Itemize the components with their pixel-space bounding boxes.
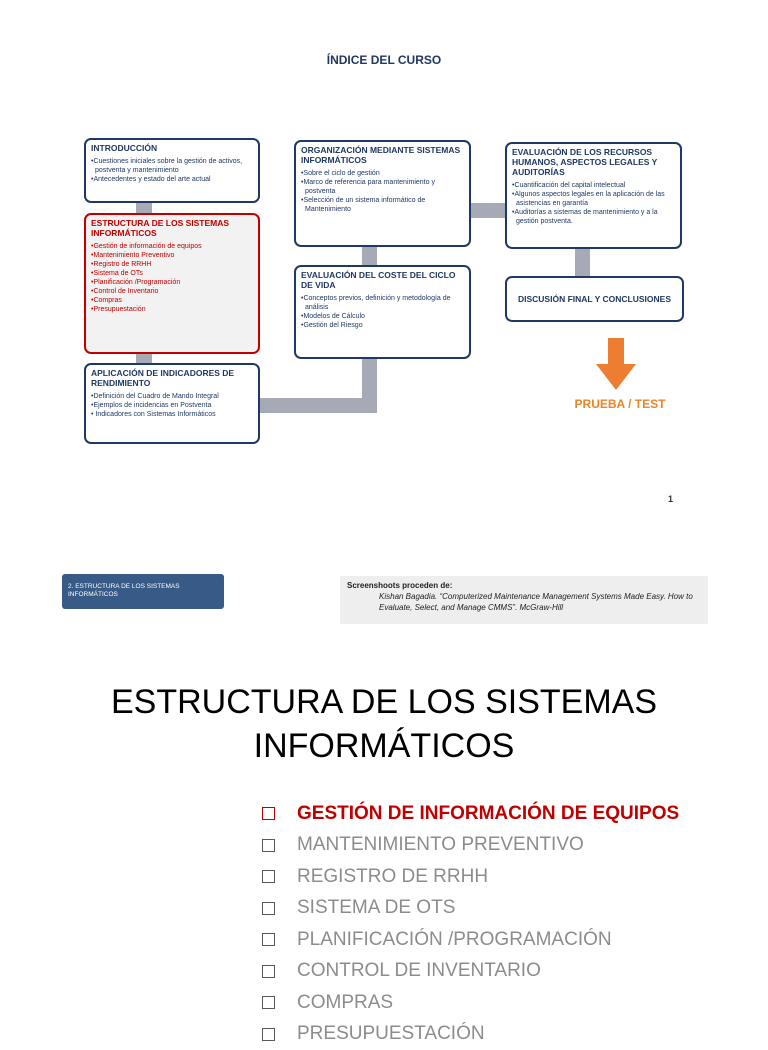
list-item-label: SISTEMA DE OTS xyxy=(297,897,455,919)
list-item xyxy=(262,861,679,893)
box-title: ORGANIZACIÓN MEDIANTE SISTEMAS INFORMÁTICOS xyxy=(301,145,464,165)
topic-list xyxy=(262,798,679,1050)
box-item: •Sistema de OTs xyxy=(91,269,253,278)
box-coste-ciclo-vida xyxy=(294,265,471,359)
section-tag: 2. ESTRUCTURA DE LOS SISTEMAS INFORMÁTICOS xyxy=(62,574,224,609)
box-title: EVALUACIÓN DEL COSTE DEL CICLO DE VIDA xyxy=(301,270,464,290)
list-item xyxy=(262,893,679,925)
box-aplicacion-indicadores xyxy=(84,363,260,444)
list-item-label: MANTENIMIENTO PREVENTIVO xyxy=(297,834,584,856)
slide-estructura xyxy=(0,540,768,1024)
box-introduccion xyxy=(84,138,260,203)
list-item-label: PRESUPUESTACIÓN xyxy=(297,1023,485,1045)
list-item-label: COMPRAS xyxy=(297,992,393,1014)
box-item: •Marco de referencia para mantenimiento y postventa xyxy=(301,178,464,196)
box-recursos-humanos xyxy=(505,142,682,249)
checkbox-icon xyxy=(262,996,275,1009)
slide-title: ÍNDICE DEL CURSO xyxy=(0,53,768,67)
box-title: DISCUSIÓN FINAL Y CONCLUSIONES xyxy=(518,294,671,304)
title-line: INFORMÁTICOS xyxy=(0,724,768,768)
prueba-test-label: PRUEBA / TEST xyxy=(555,397,685,411)
box-title: INTRODUCCIÓN xyxy=(91,143,253,153)
box-item: •Ejemplos de incidencias en Postventa xyxy=(91,401,253,410)
box-item: •Conceptos previos, definición y metodología de análisis xyxy=(301,294,464,312)
box-item: •Cuestiones iniciales sobre la gestión de activos, postventa y mantenimiento xyxy=(91,157,253,175)
box-item: •Presupuestación xyxy=(91,305,253,314)
box-item: •Sobre el ciclo de gestión xyxy=(301,169,464,178)
box-item: •Registro de RRHH xyxy=(91,260,253,269)
list-item-label: GESTIÓN DE INFORMACIÓN DE EQUIPOS xyxy=(297,803,679,825)
list-item xyxy=(262,830,679,862)
box-item: •Gestión de información de equipos xyxy=(91,242,253,251)
list-item xyxy=(262,987,679,1019)
down-arrow-icon xyxy=(596,338,636,390)
list-item xyxy=(262,798,679,830)
box-item: •Mantenimiento Preventivo xyxy=(91,251,253,260)
connector xyxy=(362,357,377,413)
list-item-label: PLANIFICACIÓN /PROGRAMACIÓN xyxy=(297,929,612,951)
list-item xyxy=(262,1019,679,1050)
box-item: •Control de Inventario xyxy=(91,287,253,296)
slide-title xyxy=(0,680,768,768)
box-item: •Auditorías a sistemas de mantenimiento y a la gestión postventa. xyxy=(512,208,675,226)
checkbox-icon xyxy=(262,965,275,978)
box-item: •Algunos aspectos legales en la aplicación de las asistencias en garantía xyxy=(512,190,675,208)
box-item: •Gestión del Riesgo xyxy=(301,321,464,330)
connector xyxy=(470,203,506,218)
box-item: •Compras xyxy=(91,296,253,305)
box-title: APLICACIÓN DE INDICADORES DE RENDIMIENTO xyxy=(91,368,253,388)
box-item: •Definición del Cuadro de Mando Integral xyxy=(91,392,253,401)
checkbox-icon xyxy=(262,933,275,946)
connector xyxy=(259,398,377,413)
page-number: 1 xyxy=(668,494,673,504)
connector xyxy=(575,247,590,277)
source-heading: Screenshoots proceden de: xyxy=(347,580,701,591)
list-item-label: REGISTRO DE RRHH xyxy=(297,866,488,888)
box-item: •Cuantificación del capital intelectual xyxy=(512,181,675,190)
checkbox-icon xyxy=(262,1028,275,1041)
source-text: Kishan Bagadia. “Computerized Maintenance Management Systems Made Easy. How to Evaluate, Select, and Manage CMMS”. McGraw-Hill xyxy=(347,591,701,613)
list-item-label: CONTROL DE INVENTARIO xyxy=(297,960,541,982)
box-item: •Planificación /Programación xyxy=(91,278,253,287)
box-estructura xyxy=(84,213,260,354)
box-title: EVALUACIÓN DE LOS RECURSOS HUMANOS, ASPECTOS LEGALES Y AUDITORÍAS xyxy=(512,147,675,177)
list-item xyxy=(262,956,679,988)
box-item: •Modelos de Cálculo xyxy=(301,312,464,321)
checkbox-icon xyxy=(262,839,275,852)
checkbox-icon xyxy=(262,902,275,915)
checkbox-icon xyxy=(262,807,275,820)
list-item xyxy=(262,924,679,956)
box-title: ESTRUCTURA DE LOS SISTEMAS INFORMÁTICOS xyxy=(91,218,253,238)
source-citation xyxy=(340,576,708,624)
box-item: •Selección de un sistema informático de Mantenimiento xyxy=(301,196,464,214)
checkbox-icon xyxy=(262,870,275,883)
box-item: • Indicadores con Sistemas Informáticos xyxy=(91,410,253,419)
box-organizacion xyxy=(294,140,471,247)
box-discusion-final xyxy=(505,276,684,322)
title-line: ESTRUCTURA DE LOS SISTEMAS xyxy=(0,680,768,724)
box-item: •Antecedentes y estado del arte actual xyxy=(91,175,253,184)
connector xyxy=(362,245,377,267)
